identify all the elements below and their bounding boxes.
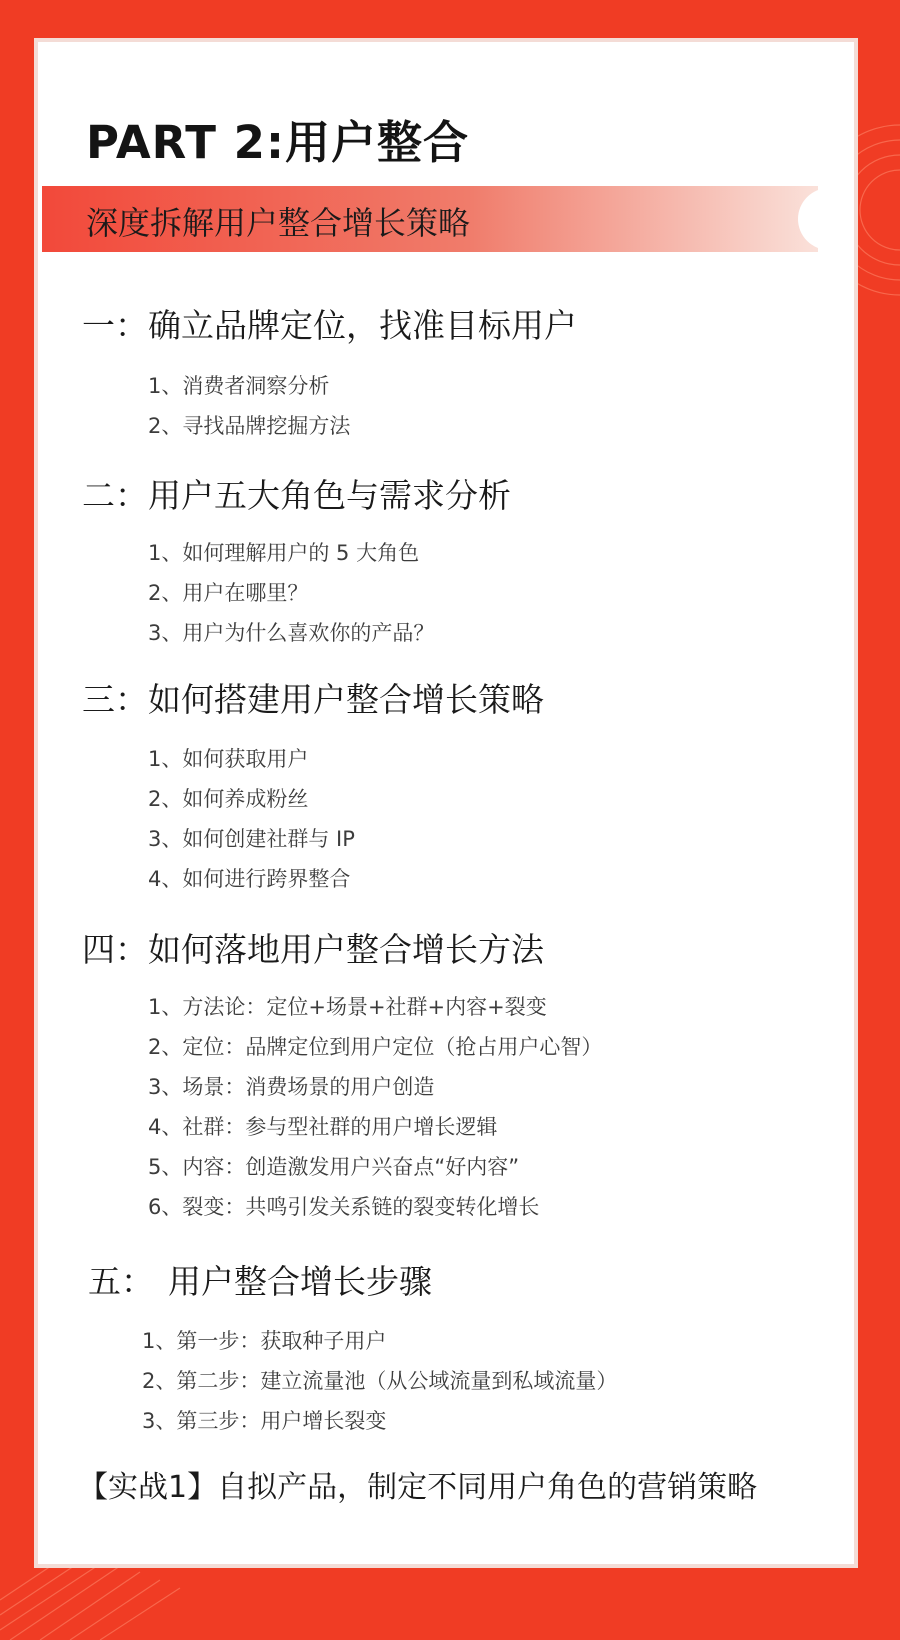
banner-cap-decoration [798,188,856,250]
list-item: 1、如何理解用户的 5 大角色 [148,541,420,565]
banner-text: 深度拆解用户整合增长策略 [86,204,471,242]
section-heading [82,470,511,517]
content-card [34,38,858,1568]
section-number: 一： [82,306,148,345]
list-item: 1、如何获取用户 [148,747,309,771]
list-item: 6、裂变：共鸣引发关系链的裂变转化增长 [148,1195,540,1219]
part-title: PART 2:用户整合 [86,116,469,169]
list-item: 3、场景：消费场景的用户创造 [148,1075,435,1099]
section-title: 如何搭建用户整合增长策略 [148,680,544,719]
section-title: 用户五大角色与需求分析 [148,476,511,515]
list-item: 2、寻找品牌挖掘方法 [148,414,351,438]
list-item: 1、消费者洞察分析 [148,374,330,398]
list-item: 3、用户为什么喜欢你的产品？ [148,621,435,645]
list-item: 4、社群：参与型社群的用户增长逻辑 [148,1115,498,1139]
section-number: 五： [88,1262,154,1301]
section-heading [88,1256,432,1303]
section-heading [82,674,544,721]
section-heading [82,300,577,347]
section-number: 二： [82,476,148,515]
list-item: 2、如何养成粉丝 [148,787,309,811]
section-heading [82,924,544,971]
section-title: 确立品牌定位，找准目标用户 [148,306,577,345]
list-item: 2、第二步：建立流量池（从公域流量到私域流量） [142,1369,618,1393]
practice-assignment: 【实战1】自拟产品，制定不同用户角色的营销策略 [78,1470,758,1505]
list-item: 2、定位：品牌定位到用户定位（抢占用户心智） [148,1035,603,1059]
list-item: 5、内容：创造激发用户兴奋点“好内容” [148,1155,520,1179]
list-item: 2、用户在哪里？ [148,581,309,605]
list-item: 4、如何进行跨界整合 [148,867,351,891]
list-item: 1、第一步：获取种子用户 [142,1329,387,1353]
list-item: 3、如何创建社群与 IP [148,827,355,851]
section-number: 三： [82,680,148,719]
section-title: 如何落地用户整合增长方法 [148,930,544,969]
section-title: 用户整合增长步骤 [168,1262,432,1301]
list-item: 1、方法论：定位+场景+社群+内容+裂变 [148,995,547,1019]
section-number: 四： [82,930,148,969]
list-item: 3、第三步：用户增长裂变 [142,1409,387,1433]
